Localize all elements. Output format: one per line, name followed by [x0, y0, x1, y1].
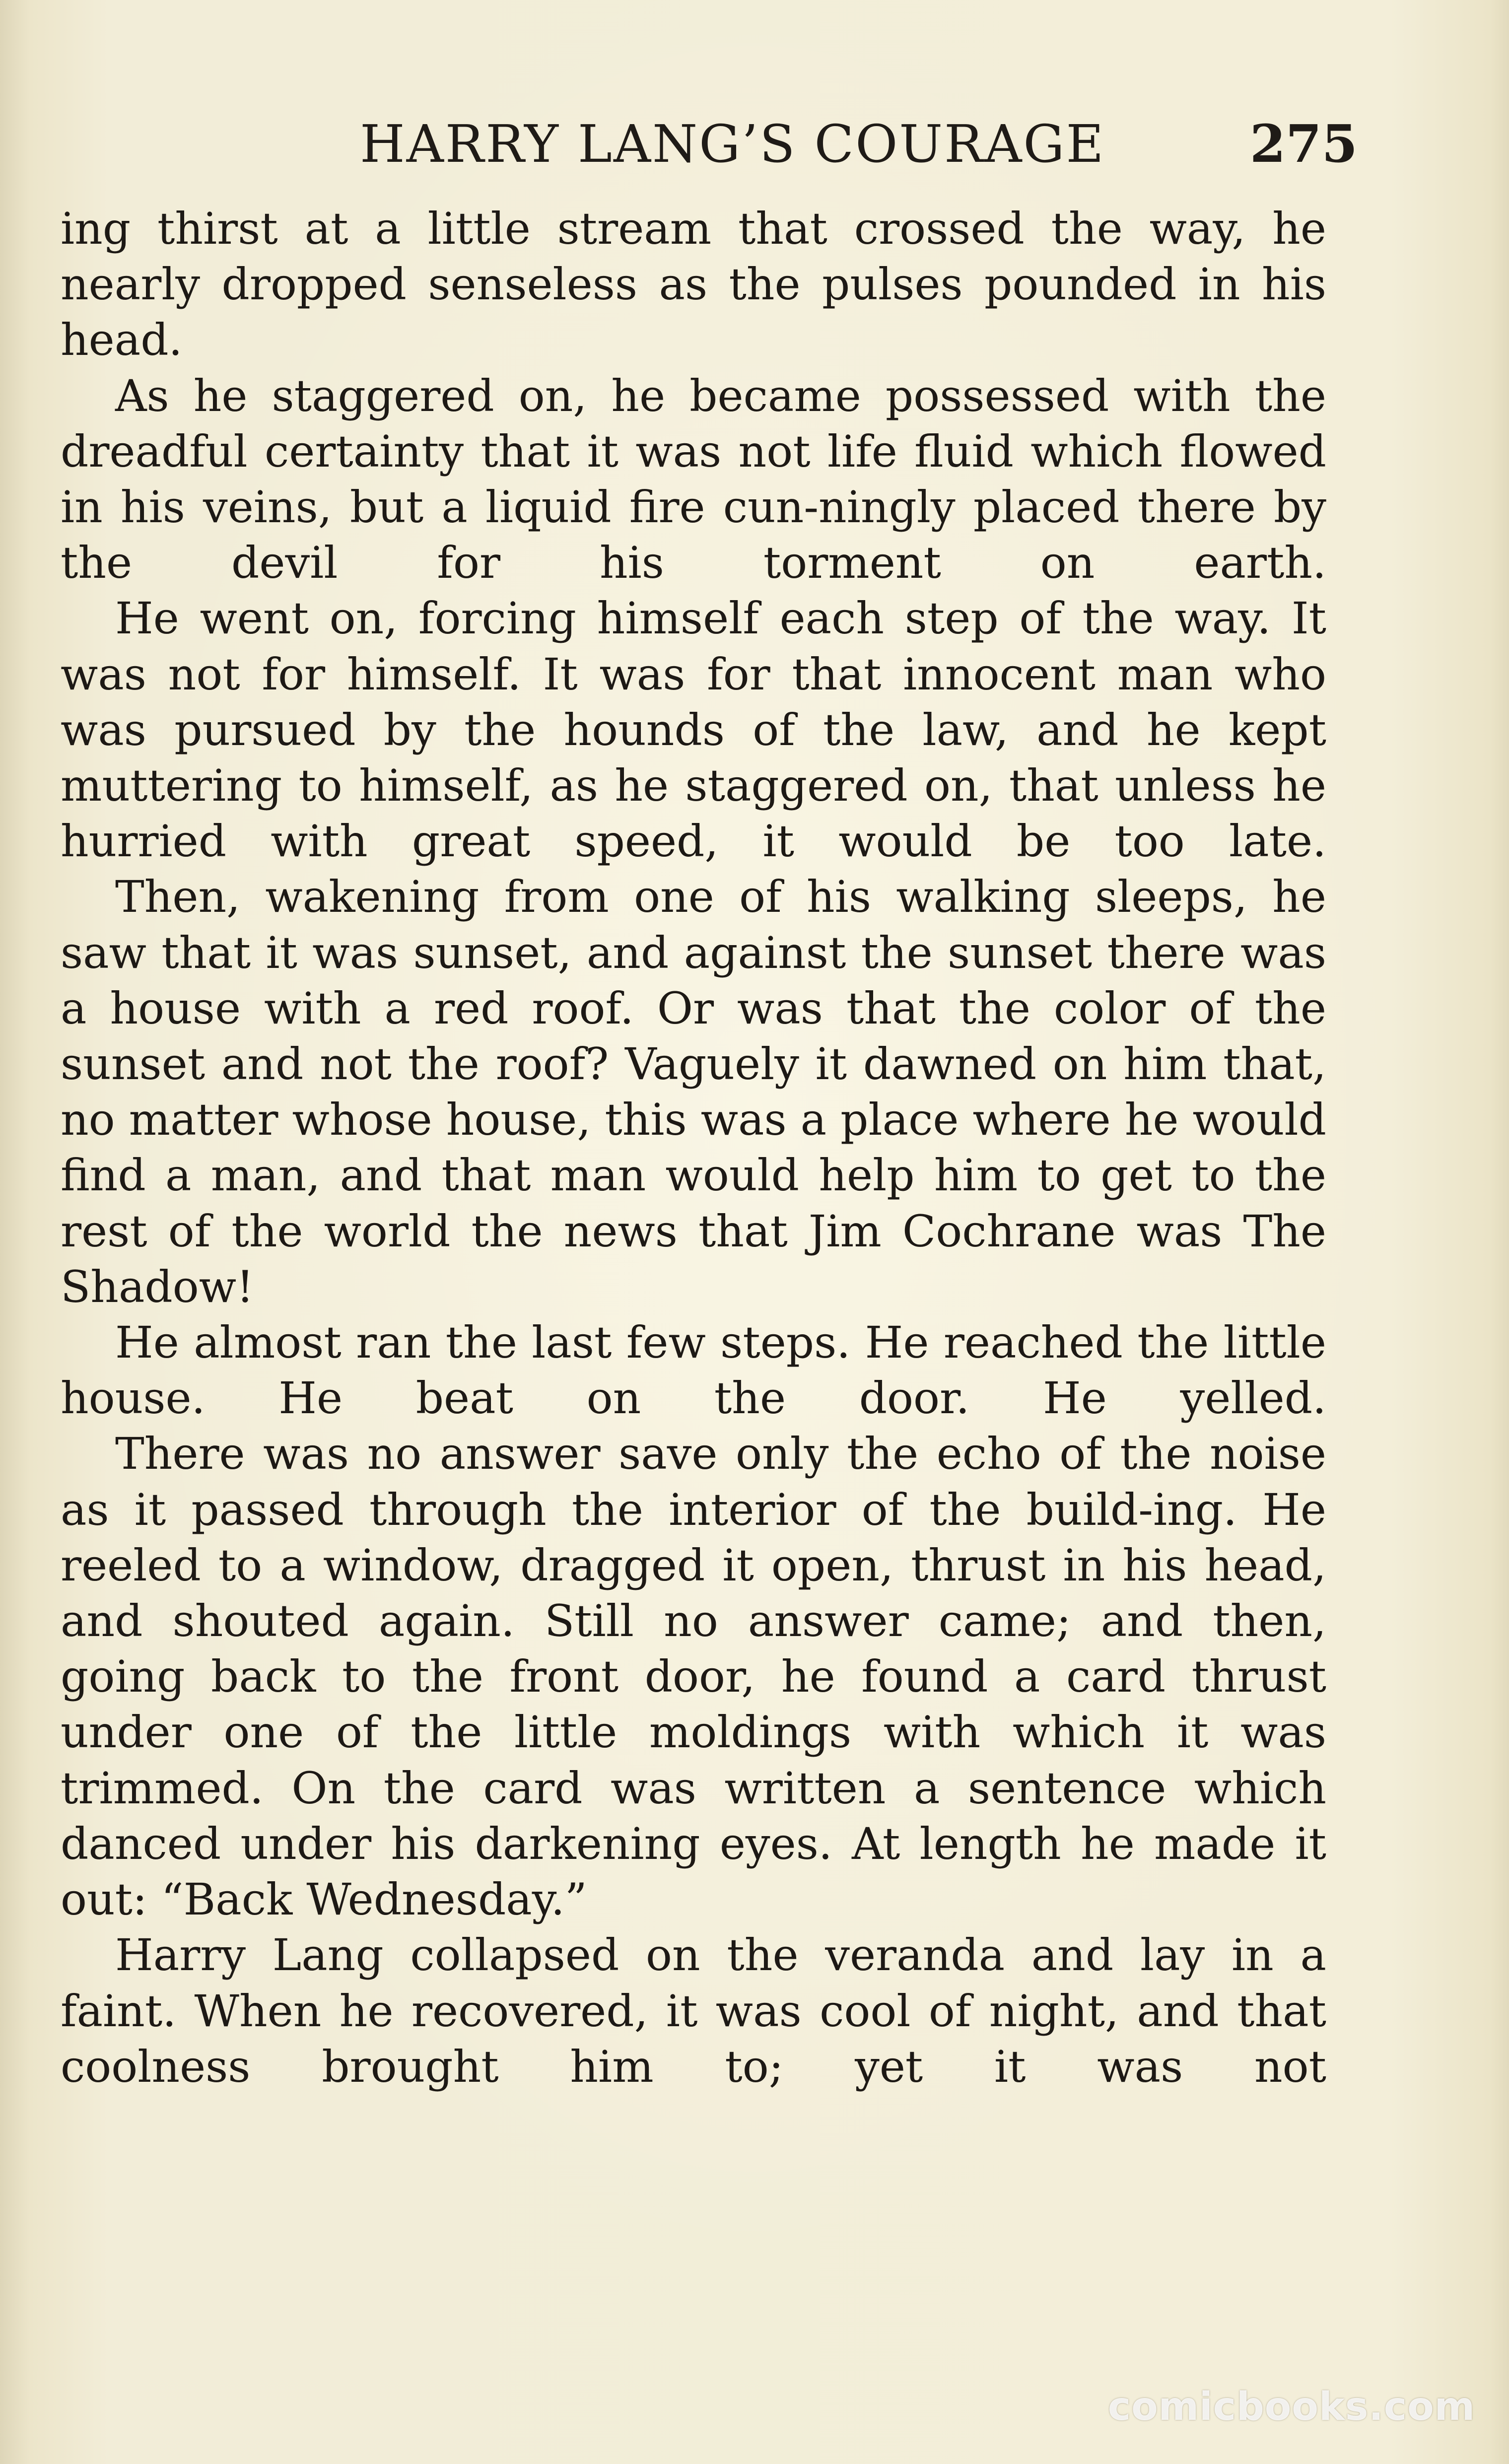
- paragraph: He almost ran the last few steps. He reached the little house. He beat on the door. He yelled.: [61, 1317, 1326, 1424]
- paragraph: He went on, forcing himself each step of the way. It was not for himself. It was for that innocent man who was pursued by the hounds of the law, and he kept muttering to himself, as he staggered on, that unless he hurried with great speed, it would be too late.: [61, 593, 1326, 867]
- paragraph: As he staggered on, he became possessed with the dreadful certainty that it was not life fluid which flowed in his veins, but a liquid fire cun-ningly placed there by the devil for his torment on earth.: [61, 370, 1326, 589]
- body-text: [61, 201, 1326, 2095]
- watermark: comicbooks.com: [1107, 2385, 1475, 2429]
- paragraph: Then, wakening from one of his walking sleeps, he saw that it was sunset, and against the sunset there was a house with a red roof. Or was that the color of the sunset and not the roof? Vaguely it dawned on him that, no matter whose house, this was a place where he would find a man, and that man would help him to get to the rest of the world the news that Jim Cochrane was The Shadow!: [61, 871, 1326, 1312]
- running-title: HARRY LANG’S COURAGE: [360, 114, 1105, 174]
- running-head: [62, 107, 1358, 181]
- paragraph: There was no answer save only the echo of the noise as it passed through the interior of the build-ing. He reeled to a window, dragged it open, thrust in his head, and shouted again. Still no answer came; and then, going back to the front door, he found a card thrust under one of the little moldings with which it was trimmed. On the card was written a sentence which danced under his darkening eyes. At length he made it out: “Back Wednesday.”: [61, 1428, 1326, 1925]
- page-number: 275: [1249, 113, 1358, 174]
- paragraph-continued: ing thirst at a little stream that crossed the way, he nearly dropped senseless as the pulses pounded in his head.: [61, 203, 1326, 366]
- paragraph: Harry Lang collapsed on the veranda and lay in a faint. When he recovered, it was cool of night, and that coolness brought him to; yet it was not: [61, 1929, 1326, 2092]
